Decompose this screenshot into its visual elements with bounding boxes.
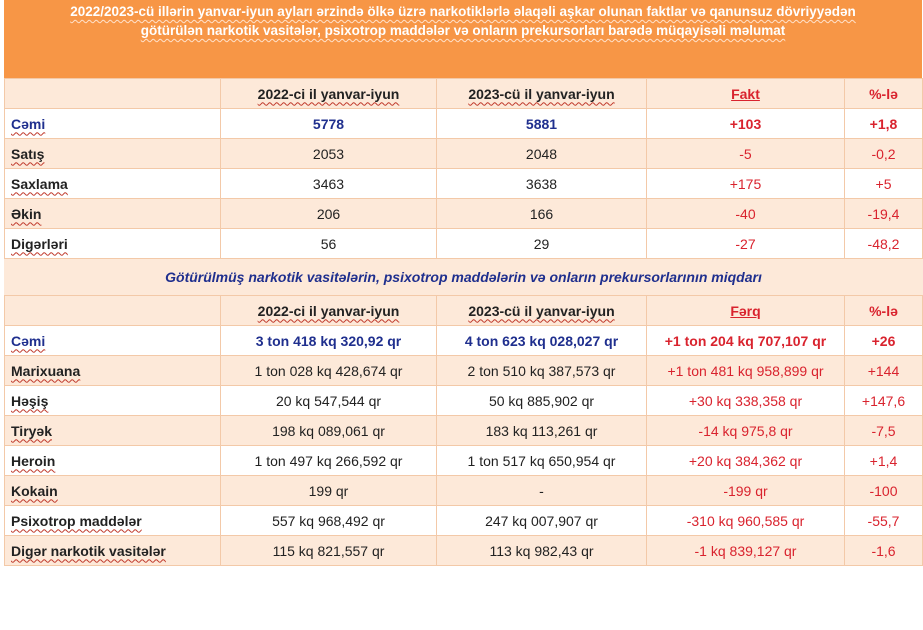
row-label: Əkin [5, 199, 221, 229]
row-percent: +1,4 [845, 446, 923, 476]
row-label: Kokain [5, 476, 221, 506]
row-value-2023: 29 [437, 229, 647, 259]
row-value-2023: 2 ton 510 kq 387,573 qr [437, 356, 647, 386]
table-row [5, 416, 923, 446]
table1-header-2022: 2022-ci il yanvar-iyun [221, 79, 437, 109]
table2-total-2022: 3 ton 418 kq 320,92 qr [221, 326, 437, 356]
report-title-line-2: götürülən narkotik vasitələr, psixotrop maddələr və onların prekursorları barədə müqayisəli məlumat [140, 23, 786, 38]
row-percent: -0,2 [845, 139, 923, 169]
table1-header-percent: %-lə [845, 79, 923, 109]
row-diff: +20 kq 384,362 qr [647, 446, 845, 476]
row-diff: -310 kq 960,585 qr [647, 506, 845, 536]
row-value-2023: 3638 [437, 169, 647, 199]
table-row [5, 169, 923, 199]
table-row [5, 356, 923, 386]
table2-header-empty [5, 296, 221, 326]
row-value-2022: 3463 [221, 169, 437, 199]
table1-header-fakt: Fakt [647, 79, 845, 109]
table1-total-label: Cəmi [5, 109, 221, 139]
row-value-2023: 166 [437, 199, 647, 229]
row-value-2022: 206 [221, 199, 437, 229]
table-row [5, 199, 923, 229]
section-title: Götürülmüş narkotik vasitələrin, psixotrop maddələrin və onların prekursorlarının miqdarı [5, 259, 923, 296]
row-value-2022: 2053 [221, 139, 437, 169]
section-title-row [5, 259, 923, 296]
row-value-2023: 183 kq 113,261 qr [437, 416, 647, 446]
table1-total-row [5, 109, 923, 139]
row-value-2023: 247 kq 007,907 qr [437, 506, 647, 536]
row-percent: +5 [845, 169, 923, 199]
table-row [5, 476, 923, 506]
row-value-2022: 1 ton 028 kq 428,674 qr [221, 356, 437, 386]
row-diff: +30 kq 338,358 qr [647, 386, 845, 416]
table-row [5, 229, 923, 259]
row-label: Digər narkotik vasitələr [5, 536, 221, 566]
table2-header-2022: 2022-ci il yanvar-iyun [221, 296, 437, 326]
row-label: Saxlama [5, 169, 221, 199]
row-label: Tiryək [5, 416, 221, 446]
row-value-2022: 198 kq 089,061 qr [221, 416, 437, 446]
statistics-table [4, 78, 923, 566]
report-title [4, 0, 922, 78]
row-percent: -55,7 [845, 506, 923, 536]
row-diff: +175 [647, 169, 845, 199]
row-diff: -5 [647, 139, 845, 169]
row-label: Satış [5, 139, 221, 169]
table1-header-2023: 2023-cü il yanvar-iyun [437, 79, 647, 109]
row-diff: -40 [647, 199, 845, 229]
row-value-2023: 50 kq 885,902 qr [437, 386, 647, 416]
row-percent: +144 [845, 356, 923, 386]
table1-total-2023: 5881 [437, 109, 647, 139]
row-diff: +1 ton 481 kq 958,899 qr [647, 356, 845, 386]
row-label: Digərləri [5, 229, 221, 259]
table2-total-percent: +26 [845, 326, 923, 356]
row-label: Həşiş [5, 386, 221, 416]
table-row [5, 536, 923, 566]
table1-total-2022: 5778 [221, 109, 437, 139]
table1-header-row [5, 79, 923, 109]
row-percent: -7,5 [845, 416, 923, 446]
table-row [5, 506, 923, 536]
row-diff: -14 kq 975,8 qr [647, 416, 845, 446]
table2-header-row [5, 296, 923, 326]
table2-total-label: Cəmi [5, 326, 221, 356]
table1-total-percent: +1,8 [845, 109, 923, 139]
row-percent: -1,6 [845, 536, 923, 566]
report-title-line-1: 2022/2023-cü illərin yanvar-iyun ayları ərzində ölkə üzrə narkotiklərlə əlaqəli aşkar olunan faktlar və qanunsuz dövriyyədən [70, 4, 856, 19]
table2-total-diff: +1 ton 204 kq 707,107 qr [647, 326, 845, 356]
table-row [5, 446, 923, 476]
table-row [5, 139, 923, 169]
table-row [5, 386, 923, 416]
row-value-2022: 557 kq 968,492 qr [221, 506, 437, 536]
row-label: Psixotrop maddələr [5, 506, 221, 536]
row-value-2023: - [437, 476, 647, 506]
row-percent: +147,6 [845, 386, 923, 416]
row-diff: -27 [647, 229, 845, 259]
row-value-2023: 113 kq 982,43 qr [437, 536, 647, 566]
table1-total-diff: +103 [647, 109, 845, 139]
row-value-2023: 2048 [437, 139, 647, 169]
table2-total-row [5, 326, 923, 356]
row-diff: -1 kq 839,127 qr [647, 536, 845, 566]
row-label: Marixuana [5, 356, 221, 386]
row-percent: -100 [845, 476, 923, 506]
row-value-2023: 1 ton 517 kq 650,954 qr [437, 446, 647, 476]
row-value-2022: 56 [221, 229, 437, 259]
table2-total-2023: 4 ton 623 kq 028,027 qr [437, 326, 647, 356]
row-percent: -48,2 [845, 229, 923, 259]
table2-header-percent: %-lə [845, 296, 923, 326]
table2-header-ferq: Fərq [647, 296, 845, 326]
row-value-2022: 20 kq 547,544 qr [221, 386, 437, 416]
row-value-2022: 199 qr [221, 476, 437, 506]
row-label: Heroin [5, 446, 221, 476]
table2-header-2023: 2023-cü il yanvar-iyun [437, 296, 647, 326]
row-value-2022: 1 ton 497 kq 266,592 qr [221, 446, 437, 476]
row-value-2022: 115 kq 821,557 qr [221, 536, 437, 566]
row-diff: -199 qr [647, 476, 845, 506]
row-percent: -19,4 [845, 199, 923, 229]
table1-header-empty [5, 79, 221, 109]
